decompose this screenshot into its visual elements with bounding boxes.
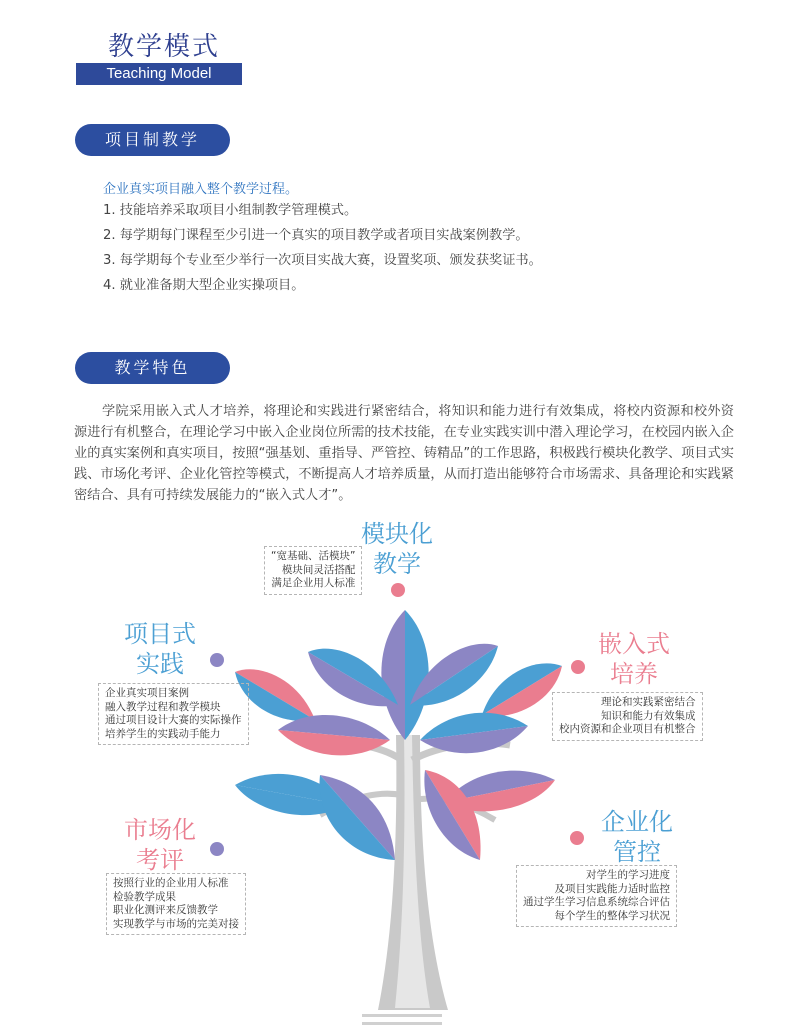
list-item: 4. 就业准备期大型企业实操项目。 [103, 278, 305, 293]
dot-right-bottom [570, 831, 584, 845]
label-line: 市场化 [124, 816, 196, 844]
list-item: 2. 每学期每门课程至少引进一个真实的项目教学或者项目实战案例教学。 [103, 228, 529, 243]
label-line: 考评 [136, 846, 184, 874]
note-embedded-training [552, 692, 703, 741]
label-embedded-training [586, 629, 682, 689]
section1-list [103, 198, 542, 298]
note-line: 每个学生的整体学习状况 [554, 909, 670, 922]
dot-right-top [571, 660, 585, 674]
note-line: 模块间灵活搭配 [281, 563, 356, 576]
tree-base-line [362, 1022, 442, 1025]
label-line: 项目式 [124, 620, 196, 648]
label-line: 模块化 [361, 520, 433, 548]
label-line: 企业化 [601, 808, 673, 836]
tree-base-line [362, 1014, 442, 1017]
note-line: 对学生的学习进度 [586, 869, 670, 881]
tree-diagram [0, 500, 799, 1033]
page-title: 教学模式 [108, 32, 221, 62]
label-line: 教学 [373, 550, 421, 578]
dot-top [391, 583, 405, 597]
section2-paragraph: 学院采用嵌入式人才培养，将理论和实践进行紧密结合，将知识和能力进行有效集成，将校内资源和校外资源进行有机整合，在理论学习中嵌入企业岗位所需的技术技能，在专业实践实训中潜入理论学习，在校园内嵌入企业的真实案例和真实项目，按照“强基划、重指导、严管控、铸精品”的工作思路，积极践行模块化教学、项目式实践、市场化考评、企业化管控等模式，不断提高人才培养质量，从而打造出能够符合市场需求、具备理论和实践紧密结合、具有可持续发展能力的“嵌入式人才”。 [74, 404, 734, 503]
note-line: 校内资源和企业项目有机整合 [559, 723, 696, 735]
note-market-evaluation [106, 873, 246, 935]
label-line: 实践 [136, 650, 184, 678]
note-line: 检验教学成果 [113, 890, 176, 903]
note-line: 通过学生学习信息系统综合评估 [523, 896, 670, 908]
label-line: 培养 [610, 660, 658, 688]
note-line: 按照行业的企业用人标准 [113, 877, 229, 889]
note-line: 融入教学过程和教学模块 [105, 700, 221, 713]
list-item: 3. 每学期每个专业至少举行一次项目实战大赛，设置奖项、颁发获奖证书。 [103, 253, 542, 268]
label-market-evaluation [112, 815, 208, 875]
note-line: 培养学生的实践动手能力 [105, 727, 221, 740]
label-line: 嵌入式 [598, 630, 670, 658]
leaf [405, 610, 429, 740]
dot-left-top [210, 653, 224, 667]
list-item: 1. 技能培养采取项目小组制教学管理模式。 [103, 203, 358, 218]
label-project-practice [112, 619, 208, 679]
leaf [381, 610, 405, 740]
page-subtitle-bar: Teaching Model [76, 63, 242, 85]
note-line: 企业真实项目案例 [105, 687, 189, 699]
note-line: 满足企业用人标准 [271, 577, 356, 589]
note-project-practice [98, 683, 249, 745]
note-line: 知识和能力有效集成 [601, 709, 696, 722]
note-modular-teaching [264, 546, 362, 595]
section1-intro: 企业真实项目融入整个教学过程。 [103, 182, 299, 197]
note-line: 职业化测评来反馈教学 [113, 904, 218, 916]
note-line: “宽基础、活模块” [271, 550, 356, 562]
note-line: 通过项目设计大赛的实际操作 [105, 714, 242, 726]
note-line: 实现教学与市场的完美对接 [113, 917, 239, 930]
note-line: 理论和实践紧密结合 [601, 696, 696, 708]
dot-left-bottom [210, 842, 224, 856]
section-label-project-teaching: 项目制教学 [75, 124, 230, 156]
note-enterprise-control [516, 865, 677, 927]
section-label-teaching-features: 教学特色 [75, 352, 230, 384]
label-enterprise-control [589, 807, 685, 867]
label-line: 管控 [613, 838, 661, 866]
note-line: 及项目实践能力适时监控 [554, 882, 670, 895]
label-modular-teaching [352, 519, 442, 579]
leaf [320, 775, 395, 860]
